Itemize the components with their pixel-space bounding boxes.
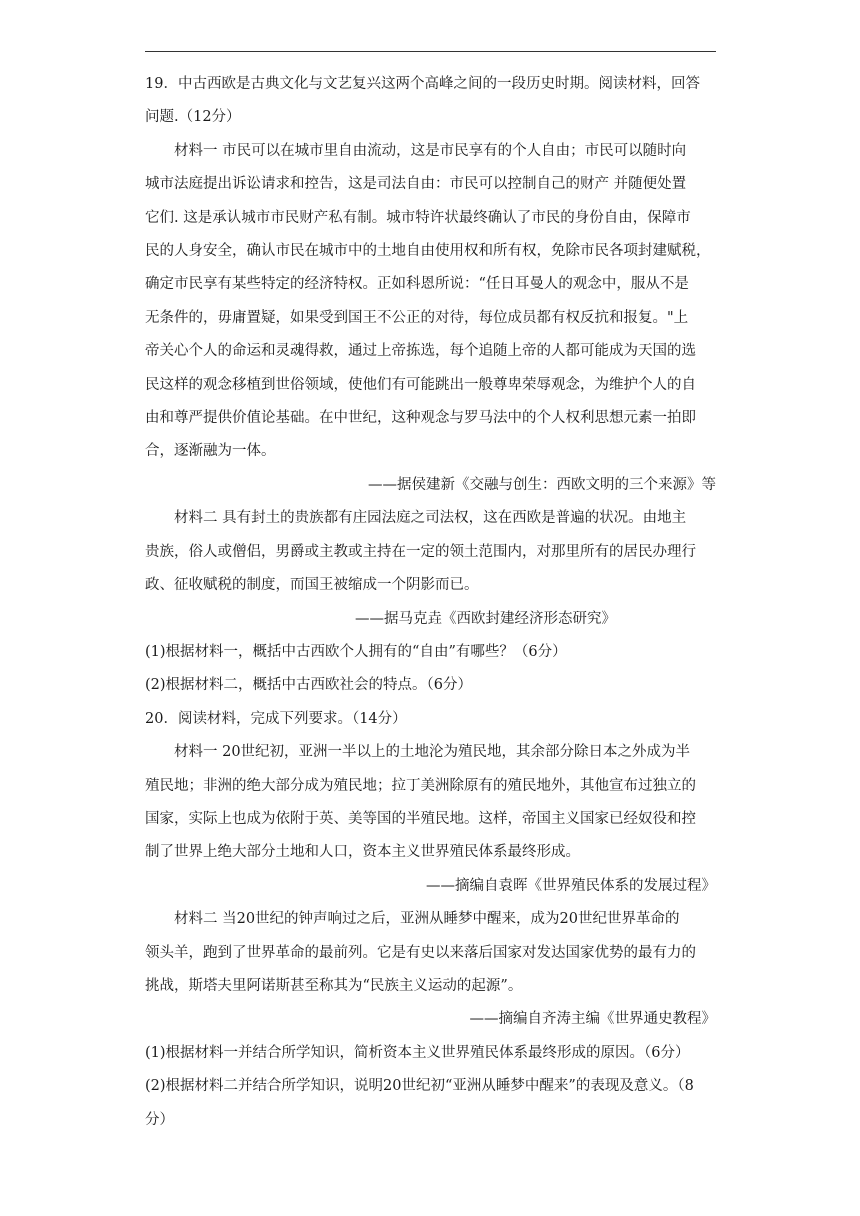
material-line: 领头羊，跑到了世界革命的最前列。它是有史以来落后国家对发达国家优势的最有力的 [145, 944, 696, 961]
question-19-sub-question-1: (1)根据材料一，概括中古西欧个人拥有的“自由”有哪些？（6分） [145, 643, 567, 660]
material-line: 城市法庭提出诉讼请求和控告，这是司法自由：市民可以控制自己的财产 并随便处置 [145, 176, 687, 193]
material-line: 由和尊严提供价值论基础。在中世纪，这种观念与罗马法中的个人权利思想元素一拍即 [145, 410, 696, 427]
question-20-sub-question-2-line-1: (2)根据材料二并结合所学知识，说明20世纪初“亚洲从睡梦中醒来”的表现及意义。（8 [145, 1078, 694, 1095]
exam-page [145, 68, 716, 1137]
material-line: 它们. 这是承认城市市民财产私有制。城市特许状最终确认了市民的身份自由，保障市 [145, 209, 691, 226]
material-source: ——摘编自齐涛主编《世界通史教程》 [469, 1011, 716, 1028]
question-20-sub-question-1: (1)根据材料一并结合所学知识，简析资本主义世界殖民体系最终形成的原因。（6分） [145, 1044, 690, 1061]
question-20-material-1 [145, 736, 716, 903]
material-line: 制了世界上绝大部分土地和人口，资本主义世界殖民体系最终形成。 [145, 844, 580, 861]
material-line: 挑战，斯塔夫里阿诺斯甚至称其为“民族主义运动的起源”。 [145, 977, 523, 994]
material-line: 无条件的，毋庸置疑，如果受到国王不公正的对待，每位成员都有权反抗和报复。"上 [145, 309, 689, 326]
question-19-stem-line-2: 问题.（12分） [145, 109, 241, 126]
material-line: 殖民地；非洲的绝大部分成为殖民地；拉丁美洲除原有的殖民地外，其他宣布过独立的 [145, 777, 696, 794]
question-19-sub-question-2: (2)根据材料二，概括中古西欧社会的特点。（6分） [145, 677, 473, 694]
header-divider [145, 51, 716, 52]
question-19-material-2 [145, 502, 716, 636]
material-source: ——据马克垚《西欧封建经济形态研究》 [355, 610, 616, 627]
material-line: 确定市民享有某些特定的经济特权。正如科恩所说：“任日耳曼人的观念中，服从不是 [145, 276, 689, 293]
question-19-material-1 [145, 135, 716, 502]
material-line: 政、征收赋税的制度，而国王被缩成一个阴影而已。 [145, 577, 479, 594]
material-line: 国家，实际上也成为依附于英、美等国的半殖民地。这样，帝国主义国家已经奴役和控 [145, 810, 696, 827]
question-20-stem: 20．阅读材料，完成下列要求。（14分） [145, 710, 407, 727]
question-20 [145, 703, 716, 1137]
material-line: 合，逐渐融为一体。 [145, 443, 276, 460]
material-source: ——摘编自袁晖《世界殖民体系的发展过程》 [426, 877, 716, 894]
material-line: 材料一 市民可以在城市里自由流动，这是市民享有的个人自由；市民可以随时向 [174, 142, 687, 159]
material-line: 材料二 当20世纪的钟声响过之后，亚洲从睡梦中醒来，成为20世纪世界革命的 [174, 911, 680, 928]
question-19 [145, 68, 716, 703]
material-line: 材料一 20世纪初，亚洲一半以上的土地沦为殖民地，其余部分除日本之外成为半 [174, 744, 691, 761]
material-line: 民的人身安全，确认市民在城市中的土地自由使用权和所有权，免除市民各项封建赋税， [145, 243, 711, 260]
question-20-material-2 [145, 903, 716, 1037]
question-20-sub-question-2-line-2: 分） [145, 1111, 174, 1128]
material-line: 材料二 具有封土的贵族都有庄园法庭之司法权，这在西欧是普遍的状况。由地主 [174, 510, 687, 527]
question-19-stem-line-1: 19．中古西欧是古典文化与文艺复兴这两个高峰之间的一段历史时期。阅读材料，回答 [145, 76, 700, 92]
material-line: 民这样的观念移植到世俗领域，使他们有可能跳出一般尊卑荣辱观念，为维护个人的自 [145, 376, 696, 393]
material-line: 帝关心个人的命运和灵魂得救，通过上帝拣选，每个追随上帝的人都可能成为天国的选 [145, 343, 696, 360]
material-source: ——据侯建新《交融与创生：西欧文明的三个来源》等 [368, 476, 716, 493]
material-line: 贵族，俗人或僧侣，男爵或主教或主持在一定的领土范围内，对那里所有的居民办理行 [145, 543, 696, 560]
